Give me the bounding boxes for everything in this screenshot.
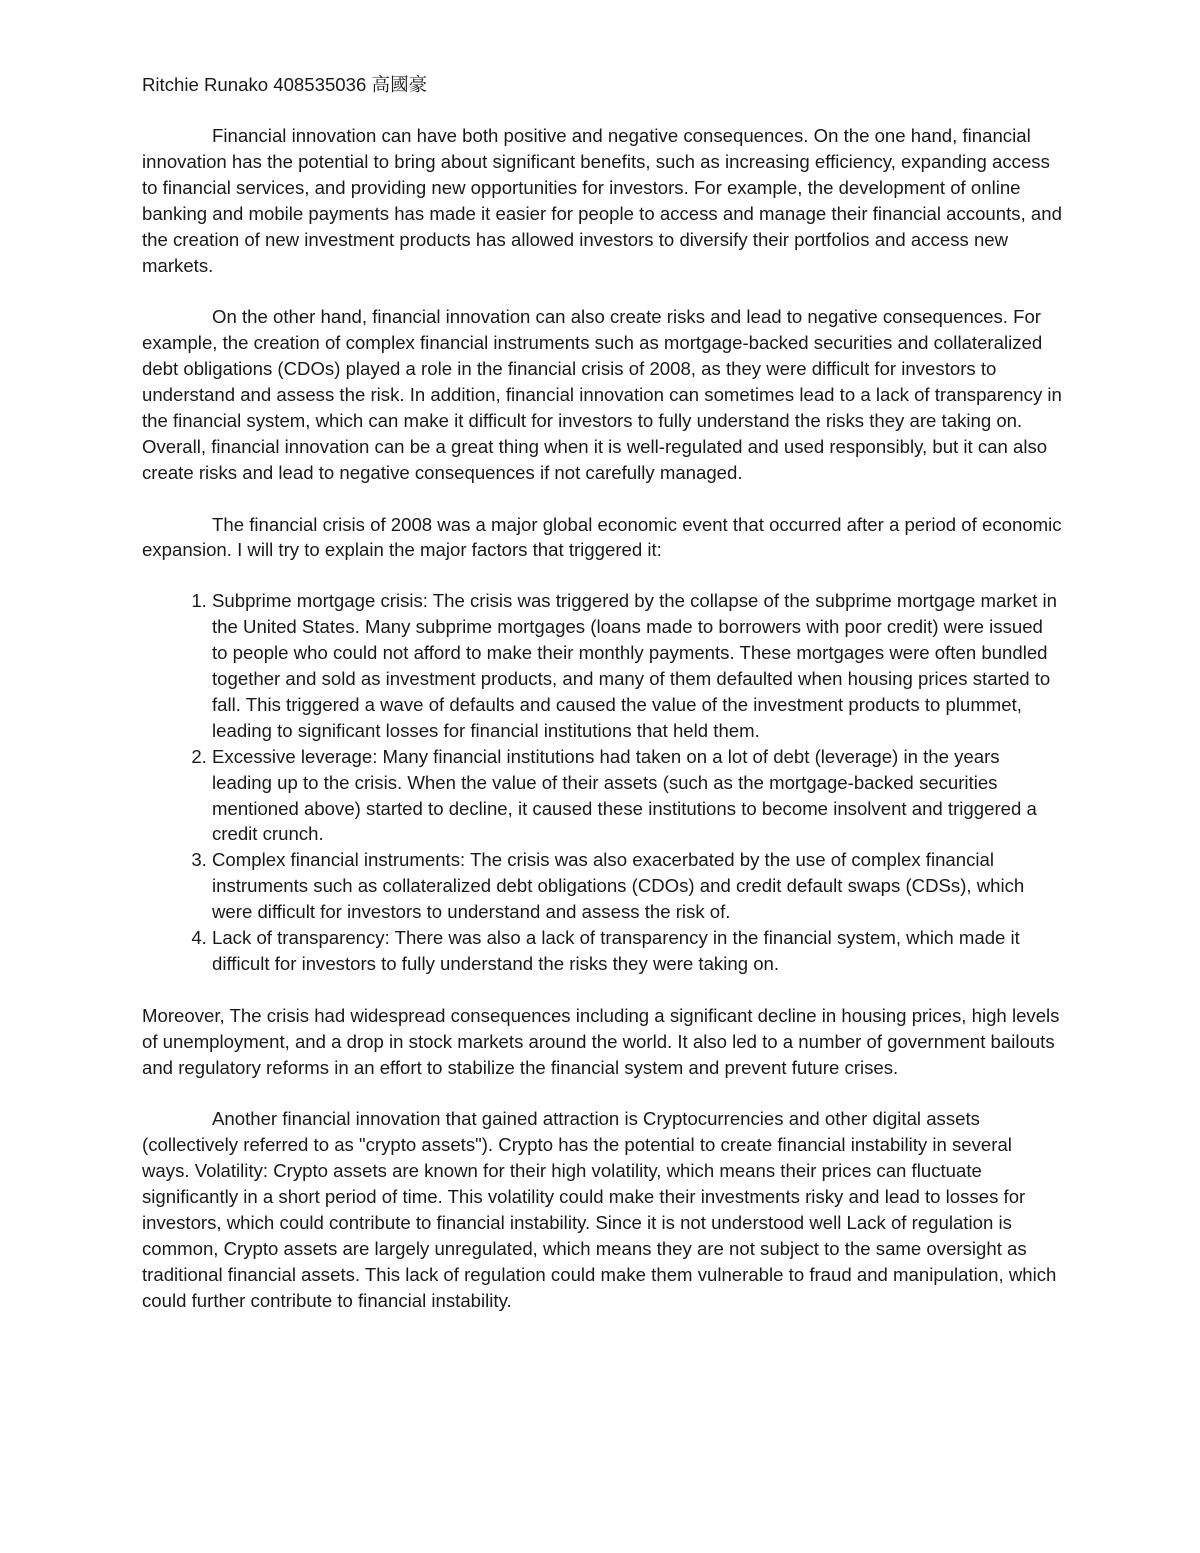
author-line: Ritchie Runako 408535036 高國豪 [142, 74, 428, 95]
list-item: 1. Subprime mortgage crisis: The crisis was triggered by the collapse of the subprime mortgage market in the United States. Many subprime mortgages (loans made to borrowers with poor credit) were issued to people who could not afford to make their monthly payments. These mortgages were often bundled together and sold as investment products, and many of them defaulted when housing prices started to fall. This triggered a wave of defaults and caused the value of the investment products to plummet, leading to significant losses for financial institutions that held them. [212, 588, 1062, 743]
list-item: 3. Complex financial instruments: The crisis was also exacerbated by the use of complex financial instruments such as collateralized debt obligations (CDOs) and credit default swaps (CDSs), which were difficult for investors to understand and assess the risk of. [212, 847, 1062, 925]
paragraph-intro: Financial innovation can have both positive and negative consequences. On the one hand, financial innovation has the potential to bring about significant benefits, such as increasing efficiency, expanding access to financial services, and providing new opportunities for investors. For example, the development of online banking and mobile payments has made it easier for people to access and manage their financial accounts, and the creation of new investment products has allowed investors to diversify their portfolios and access new markets. [142, 125, 1062, 276]
crisis-factors-list [142, 588, 1062, 977]
paragraph-crypto: Another financial innovation that gained attraction is Cryptocurrencies and other digital assets (collectively referred to as "crypto assets"). Crypto has the potential to create financial instability in several ways. Volatility: Crypto assets are known for their high volatility, which means their prices can fluctuate significantly in a short period of time. This volatility could make their investments risky and lead to losses for investors, which could contribute to financial instability. Since it is not understood well Lack of regulation is common, Crypto assets are largely unregulated, which means they are not subject to the same oversight as traditional financial assets. This lack of regulation could make them vulnerable to fraud and manipulation, which could further contribute to financial instability. [142, 1108, 1057, 1311]
paragraph-crisis-intro: The financial crisis of 2008 was a major global economic event that occurred after a period of economic expansion. I will try to explain the major factors that triggered it: [142, 513, 1062, 561]
paragraph-consequences: Moreover, The crisis had widespread consequences including a significant decline in housing prices, high levels of unemployment, and a drop in stock markets around the world. It also led to a number of government bailouts and regulatory reforms in an effort to stabilize the financial system and prevent future crises. [142, 1004, 1060, 1078]
paragraph-risks: On the other hand, financial innovation can also create risks and lead to negative consequences. For example, the creation of complex financial instruments such as mortgage-backed securities and collateralized debt obligations (CDOs) played a role in the financial crisis of 2008, as they were difficult for investors to understand and assess the risk. In addition, financial innovation can sometimes lead to a lack of transparency in the financial system, which can make it difficult for investors to fully understand the risks they are taking on. Overall, financial innovation can be a great thing when it is well-regulated and used responsibly, but it can also create risks and lead to negative consequences if not carefully managed. [142, 306, 1062, 483]
list-item: 4. Lack of transparency: There was also a lack of transparency in the financial system, which made it difficult for investors to fully understand the risks they were taking on. [212, 925, 1062, 977]
document-body [142, 72, 1062, 1340]
list-item: 2. Excessive leverage: Many financial institutions had taken on a lot of debt (leverage) in the years leading up to the crisis. When the value of their assets (such as the mortgage-backed securities mentioned above) started to decline, it caused these institutions to become insolvent and triggered a credit crunch. [212, 744, 1062, 848]
